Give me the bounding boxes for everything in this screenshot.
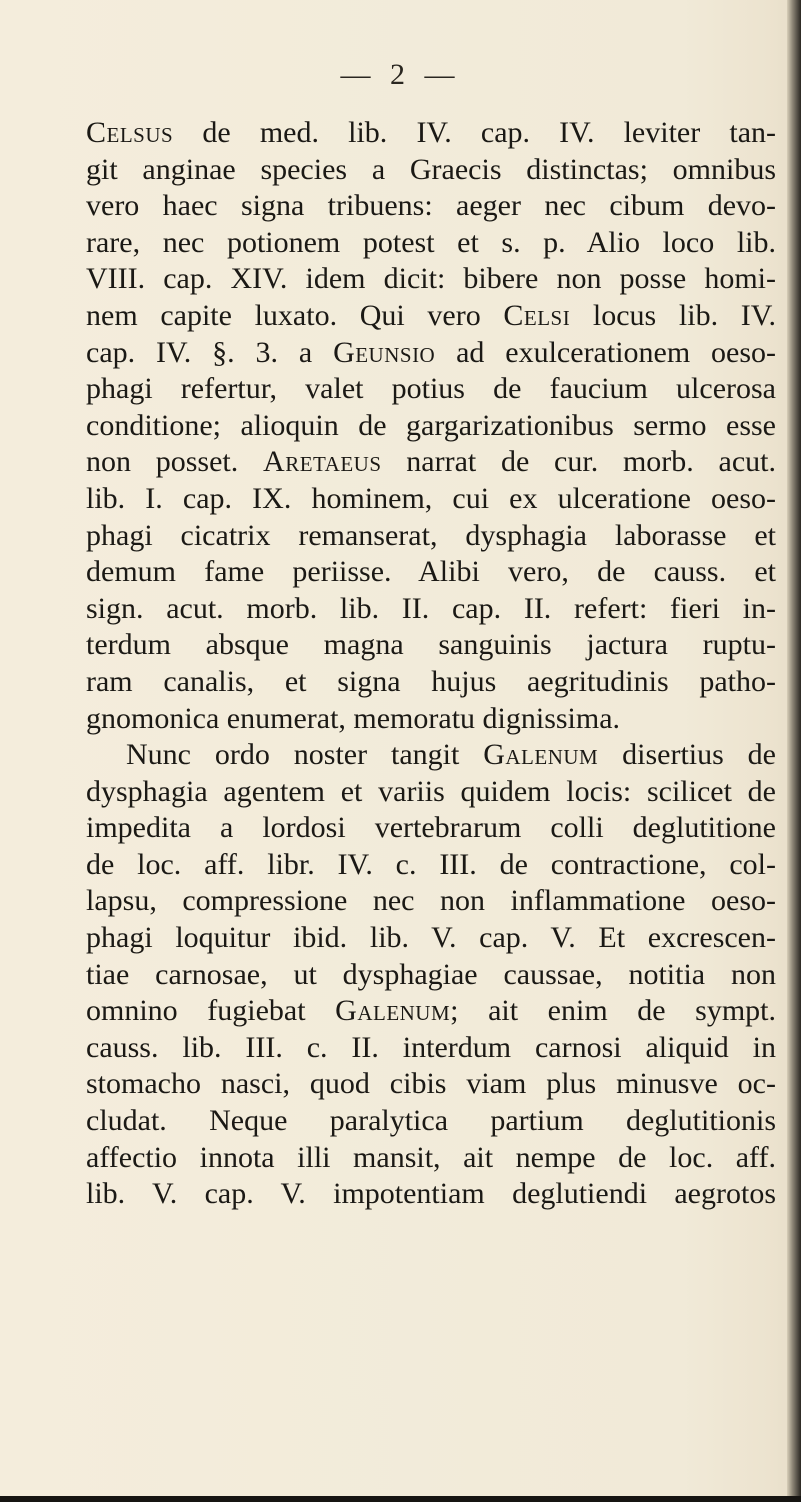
text-segment: narrat de cur. morb. acut.	[406, 445, 776, 479]
text-line	[86, 737, 776, 774]
text-segment: nem capite luxato. Qui vero	[86, 298, 481, 332]
text-line: phagi loquitur ibid. lib. V. cap. V. Et excrescen-	[86, 921, 776, 955]
text-segment: de med. lib. IV. cap. IV. leviter tan-	[202, 116, 776, 149]
text-line: ram canalis, et signa hujus aegritudinis patho-	[86, 664, 776, 698]
text-line	[86, 993, 776, 1030]
author-name: Geunsio	[333, 335, 436, 369]
text-line	[86, 335, 776, 372]
text-segment: omnino fugiebat	[86, 994, 306, 1028]
author-name: Celsi	[503, 298, 571, 332]
text-line: VIII. cap. XIV. idem dicit: bibere non posse homi-	[86, 262, 776, 296]
bottom-edge	[0, 1496, 801, 1502]
author-name: Aretaeus	[263, 445, 382, 479]
text-segment: ; ait enim de sympt.	[450, 994, 776, 1028]
text-line: rare, nec potionem potest et s. p. Alio loco lib.	[86, 225, 776, 259]
text-line	[86, 444, 776, 481]
text-line: affectio innota illi mansit, ait nempe de loc. aff.	[86, 1140, 776, 1174]
body-text	[86, 115, 776, 1213]
text-line: git anginae species a Graecis distinctas; omnibus	[86, 152, 776, 186]
text-line: impedita a lordosi vertebrarum colli deglutitione	[86, 811, 776, 845]
text-line: conditione; alioquin de gargarizationibus sermo esse	[86, 408, 776, 442]
text-segment: non posset.	[86, 445, 239, 479]
author-name: Galenum	[483, 738, 599, 772]
book-spine-shadow	[787, 0, 801, 1502]
text-line: lib. V. cap. V. impotentiam deglutiendi aegrotos	[86, 1177, 776, 1211]
text-line: vero haec signa tribuens: aeger nec cibum devo-	[86, 189, 776, 223]
text-line: de loc. aff. libr. IV. c. III. de contractione, col-	[86, 847, 776, 881]
text-line	[86, 115, 776, 152]
text-line: cludat. Neque paralytica partium deglutitionis	[86, 1104, 776, 1138]
text-line: lib. I. cap. IX. hominem, cui ex ulceratione oeso-	[86, 481, 776, 515]
text-line: phagi refertur, valet potius de faucium ulcerosa	[86, 372, 776, 406]
author-name: Galenum	[335, 994, 451, 1028]
text-segment: cap. IV. §. 3. a	[86, 335, 313, 369]
text-line: gnomonica enumerat, memoratu dignissima.	[86, 701, 621, 735]
text-line: dysphagia agentem et variis quidem locis: scilicet de	[86, 774, 776, 808]
text-segment: locus lib. IV.	[592, 298, 776, 332]
text-segment: ad exulcerationem oeso-	[456, 335, 776, 369]
text-line: sign. acut. morb. lib. II. cap. II. refert: fieri in-	[86, 591, 776, 625]
text-segment: Nunc ordo noster tangit	[126, 738, 460, 772]
text-line	[86, 298, 776, 335]
text-line: phagi cicatrix remanserat, dysphagia laborasse et	[86, 518, 776, 552]
page-number: — 2 —	[340, 58, 461, 91]
text-segment: disertius de	[622, 738, 776, 772]
text-line: terdum absque magna sanguinis jactura ruptu-	[86, 628, 776, 662]
text-line: demum fame periisse. Alibi vero, de causs. et	[86, 555, 776, 589]
text-line: stomacho nasci, quod cibis viam plus minusve oc-	[86, 1067, 776, 1101]
text-line: tiae carnosae, ut dysphagiae caussae, notitia non	[86, 957, 776, 991]
text-line: lapsu, compressione nec non inflammatione oeso-	[86, 884, 776, 918]
author-name: Celsus	[86, 116, 174, 149]
text-line: causs. lib. III. c. II. interdum carnosi aliquid in	[86, 1030, 776, 1064]
